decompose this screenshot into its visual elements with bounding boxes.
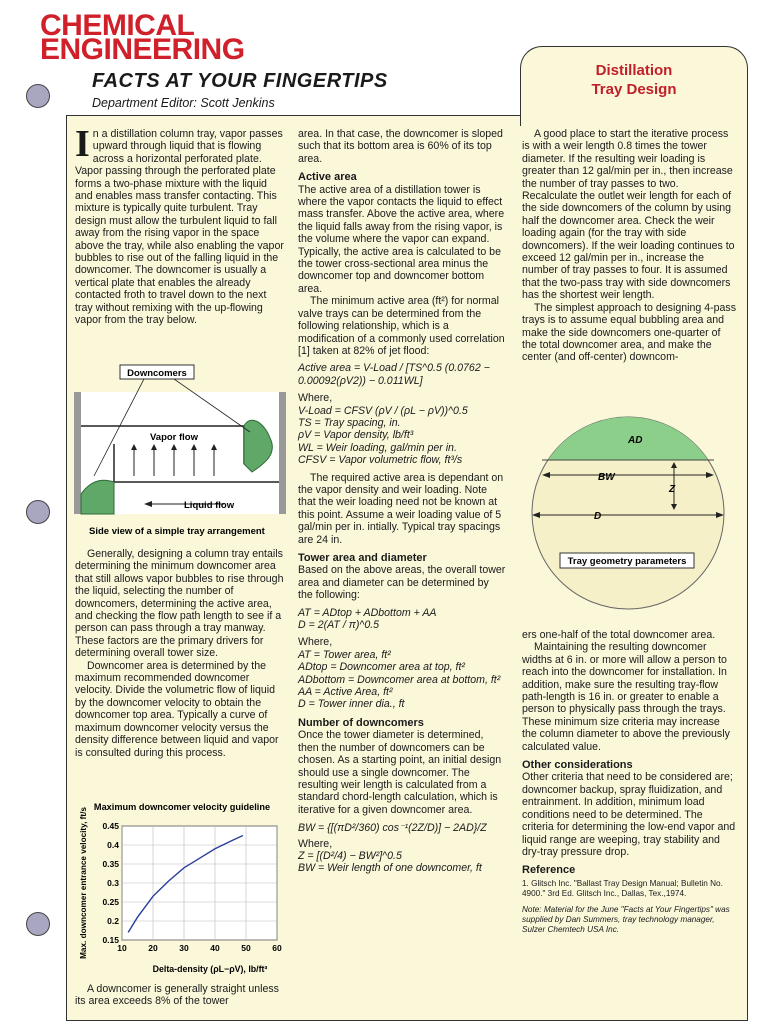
vapor-flow-label: Vapor flow bbox=[149, 432, 199, 443]
paragraph: Once the tower diameter is determined, then the number of downcomers can be chosen. As a starting point, an initial design should use a single downcomer. The resulting weir length is calculated from a standard chord-length calculation, which is iterative for a given downcomer area. bbox=[298, 729, 502, 816]
y-tick-label: 0.35 bbox=[102, 859, 119, 869]
chart-xlabel: Delta-density (ρL−ρV), lb/ft³ bbox=[152, 964, 268, 974]
x-tick-label: 10 bbox=[117, 943, 127, 953]
definition: TS = Tray spacing, in. bbox=[298, 416, 401, 429]
intro-text: n a distillation column tray, vapor passes upward through liquid that is flowing across a horizontal perforated plate. Vapor passing through the perforated plate forms a two-phase mixture with the liquid and enables mass transfer contacting. This mixture is typically quite turbulent. Tray design must allow the turbulent liquid to fall away from the rising vapor in the space above the tray, while also enabling the vapor bubbles to rise out of the falling liquid in the downcomer. The downcomer is usually a vertical plate that enables the already contacted froth to travel down to the next tray without remixing with the up-flowing vapor from the tray below. bbox=[75, 128, 284, 327]
paragraph: Other criteria that need to be considered are; downcomer backup, spray fluidization, and entrainment. In addition, minimum load conditions need to be determined. The criteria for determining the low-end vapor and liquid range are weeping, tray stability and dry-tray pressure drop. bbox=[522, 771, 736, 858]
paragraph: A downcomer is generally straight unless its area exceeds 8% of the tower bbox=[75, 983, 279, 1008]
z-label: Z bbox=[669, 484, 676, 495]
heading-number-of-downcomers: Number of downcomers bbox=[298, 716, 424, 729]
tray-side-view-figure bbox=[74, 364, 286, 539]
diameter-equation: D = 2(AT / π)^0.5 bbox=[298, 619, 380, 632]
y-tick-label: 0.25 bbox=[102, 897, 119, 907]
x-tick-label: 30 bbox=[179, 943, 189, 953]
column-2 bbox=[298, 128, 506, 875]
column-1 bbox=[75, 123, 285, 327]
bw-label: BW bbox=[598, 472, 615, 483]
chart-grid bbox=[122, 826, 277, 940]
y-tick-label: 0.45 bbox=[102, 821, 119, 831]
y-tick-label: 0.4 bbox=[107, 840, 119, 850]
editor-note: Note: Material for the June "Facts at Your Fingertips" was supplied by Dan Summers, tray technology manager, Sulzer Chemtech USA Inc. bbox=[522, 904, 730, 934]
ad-label: AD bbox=[628, 435, 643, 446]
definition: V-Load = CFSV (ρV / (ρL − ρV))^0.5 bbox=[298, 404, 468, 417]
paragraph: The required active area is dependant on the vapor density and weir loading. Note that the weir loading need not be known at this point. Assume a weir loading value of 5 gal/min per in. intially. Typical tray spacings are 24 in. bbox=[298, 471, 504, 546]
active-area-equation: Active area = V-Load / [TS^0.5 (0.0762 − 0.00092(ρV2)) − 0.011WL] bbox=[298, 362, 490, 387]
logo-line-1: CHEMICAL bbox=[40, 9, 195, 42]
column-1-lower bbox=[75, 548, 285, 759]
y-tick-label: 0.2 bbox=[107, 916, 119, 926]
chart-ylabel: Max. downcomer entrance velocity, ft/s bbox=[79, 807, 88, 959]
topic-title-line-1: Distillation bbox=[595, 62, 673, 79]
definition: D = Tower inner dia., ft bbox=[298, 698, 405, 711]
intro-paragraph bbox=[75, 123, 285, 327]
department-editor: Department Editor: Scott Jenkins bbox=[92, 96, 275, 110]
x-tick-label: 60 bbox=[272, 943, 282, 953]
logo-line-2: ENGINEERING bbox=[40, 33, 245, 66]
d-label: D bbox=[594, 511, 602, 522]
paragraph: A good place to start the iterative process is with a weir length 0.8 times the tower diameter. If the resulting weir loading is greater than 12 gal/min per in., then increase the number of tray passes to two. Recalculate the outlet weir length for each of the side downcomers of the column by using half the downcomer area. Check the weir loading again (for the tray with side downcomers). If the weir loading continues to exceed 12 gal/min per in., increase the number of tray passes to four. It is assumed that the two-pass tray with side downcomers has the shortest weir length. bbox=[522, 128, 735, 302]
definition: WL = Weir loading, gal/min per in. bbox=[298, 441, 457, 454]
paragraph: Generally, designing a column tray entails determining the minimum downcomer area that still allows vapor bubbles to rise through the liquid, selecting the number of downcomers, determining the active area, and checking the flow path length to see if a person can pass through a tray manway. These factors are the primary drivers for determining overall tower size. bbox=[75, 548, 284, 660]
downcomer-velocity-chart bbox=[72, 798, 286, 976]
column-wall-left bbox=[74, 392, 81, 514]
paragraph: The active area of a distillation tower is where the vapor contacts the liquid to effect mass transfer. Above the active area, where the liquid falls away from the rising vapor, is the volume where the vapor can expand. Typically, the active area is calculated to be the tower cross-sectional area minus the downcomer top and downcomer bottom area. bbox=[298, 183, 505, 295]
topic-title bbox=[521, 61, 747, 99]
definition: BW = Weir length of one downcomer, ft bbox=[298, 862, 482, 875]
figure-2-caption: Tray geometry parameters bbox=[567, 556, 687, 567]
paragraph: The minimum active area (ft²) for normal valve trays can be determined from the following relationship, which is a modification of a commonly used correlation [1] taken at 82% of jet flood: bbox=[298, 295, 505, 357]
paragraph: Maintaining the resulting downcomer widths at 6 in. or more will allow a person to reach into the downcomer for installation. In addition, make sure the resulting tray-flow path-length is 16 in. or greater to enable a person to physically pass through the trays. These minimum size criteria may increase the column diameter to above the previously calculated value. bbox=[522, 641, 730, 753]
paragraph: Based on the above areas, the overall tower area and diameter can be determined by the following: bbox=[298, 564, 506, 602]
tower-area-equation: AT = ADtop + ADbottom + AA bbox=[298, 606, 437, 619]
definition: ADbottom = Downcomer area at bottom, ft² bbox=[298, 673, 501, 686]
definition: Z = [(D²/4) − BW²]^0.5 bbox=[298, 849, 402, 862]
y-tick-label: 0.15 bbox=[102, 935, 119, 945]
chart-title: Maximum downcomer velocity guideline bbox=[93, 802, 271, 812]
y-tick-label: 0.3 bbox=[107, 878, 119, 888]
heading-tower-area: Tower area and diameter bbox=[298, 552, 427, 564]
downcomer-area-segment bbox=[528, 400, 728, 460]
definition: CFSV = Vapor volumetric flow, ft³/s bbox=[298, 454, 463, 467]
topic-title-line-2: Tray Design bbox=[591, 81, 677, 98]
where-label: Where, bbox=[298, 636, 333, 649]
where-label: Where, bbox=[298, 392, 333, 405]
tray-geometry-figure bbox=[528, 400, 728, 624]
where-label: Where, bbox=[298, 837, 333, 850]
binder-hole-icon bbox=[26, 500, 50, 524]
heading-reference: Reference bbox=[522, 864, 576, 877]
reference-item: 1. Glitsch Inc. "Ballast Tray Design Manual; Bulletin No. 4900." 3rd Ed. Glitsch Inc., Dallas, Tex.,1974. bbox=[522, 878, 723, 898]
column-3 bbox=[522, 128, 736, 364]
topic-tab bbox=[520, 46, 748, 126]
heading-other-considerations: Other considerations bbox=[522, 759, 633, 772]
x-tick-label: 20 bbox=[148, 943, 158, 953]
definition: ρV = Vapor density, lb/ft³ bbox=[298, 429, 414, 442]
column-wall-right bbox=[279, 392, 286, 514]
drop-cap: I bbox=[75, 123, 90, 165]
liquid-flow-label: Liquid flow bbox=[184, 500, 235, 511]
weir-length-equation: BW = {[(πD²/360) cos⁻¹(2Z/D)] − 2AD}/Z bbox=[298, 822, 487, 835]
x-tick-label: 40 bbox=[210, 943, 220, 953]
magazine-logo bbox=[40, 9, 245, 66]
paragraph: The simplest approach to designing 4-pass trays is to assume equal bubbling area and make the side downcomers one-quarter of the total downcomer area, and make the center (and off-center) downcom- bbox=[522, 301, 736, 364]
definition: ADtop = Downcomer area at top, ft² bbox=[298, 661, 465, 674]
binder-hole-icon bbox=[26, 912, 50, 936]
column-1-bottom bbox=[75, 983, 285, 1008]
paragraph: Downcomer area is determined by the maximum recommended downcomer velocity. Divide the volumetric flow of liquid by the downcomer velocity to obtain the downcomer top area. Typically a curve of maximum downcomer velocity versus the density difference between liquid and vapor is consulted during this process. bbox=[75, 659, 279, 759]
definition: AT = Tower area, ft² bbox=[298, 648, 391, 661]
column-3-lower bbox=[522, 629, 736, 935]
series-title: FACTS AT YOUR FINGERTIPS bbox=[92, 70, 388, 92]
paragraph: ers one-half of the total downcomer area. bbox=[522, 629, 716, 641]
x-tick-label: 50 bbox=[241, 943, 251, 953]
heading-active-area: Active area bbox=[298, 171, 357, 184]
binder-hole-icon bbox=[26, 84, 50, 108]
figure-1-caption: Side view of a simple tray arrangement bbox=[89, 526, 265, 537]
definition: AA = Active Area, ft² bbox=[298, 686, 393, 699]
downcomers-callout: Downcomers bbox=[127, 368, 187, 379]
paragraph: area. In that case, the downcomer is sloped such that its bottom area is 60% of its top area. bbox=[298, 128, 503, 165]
